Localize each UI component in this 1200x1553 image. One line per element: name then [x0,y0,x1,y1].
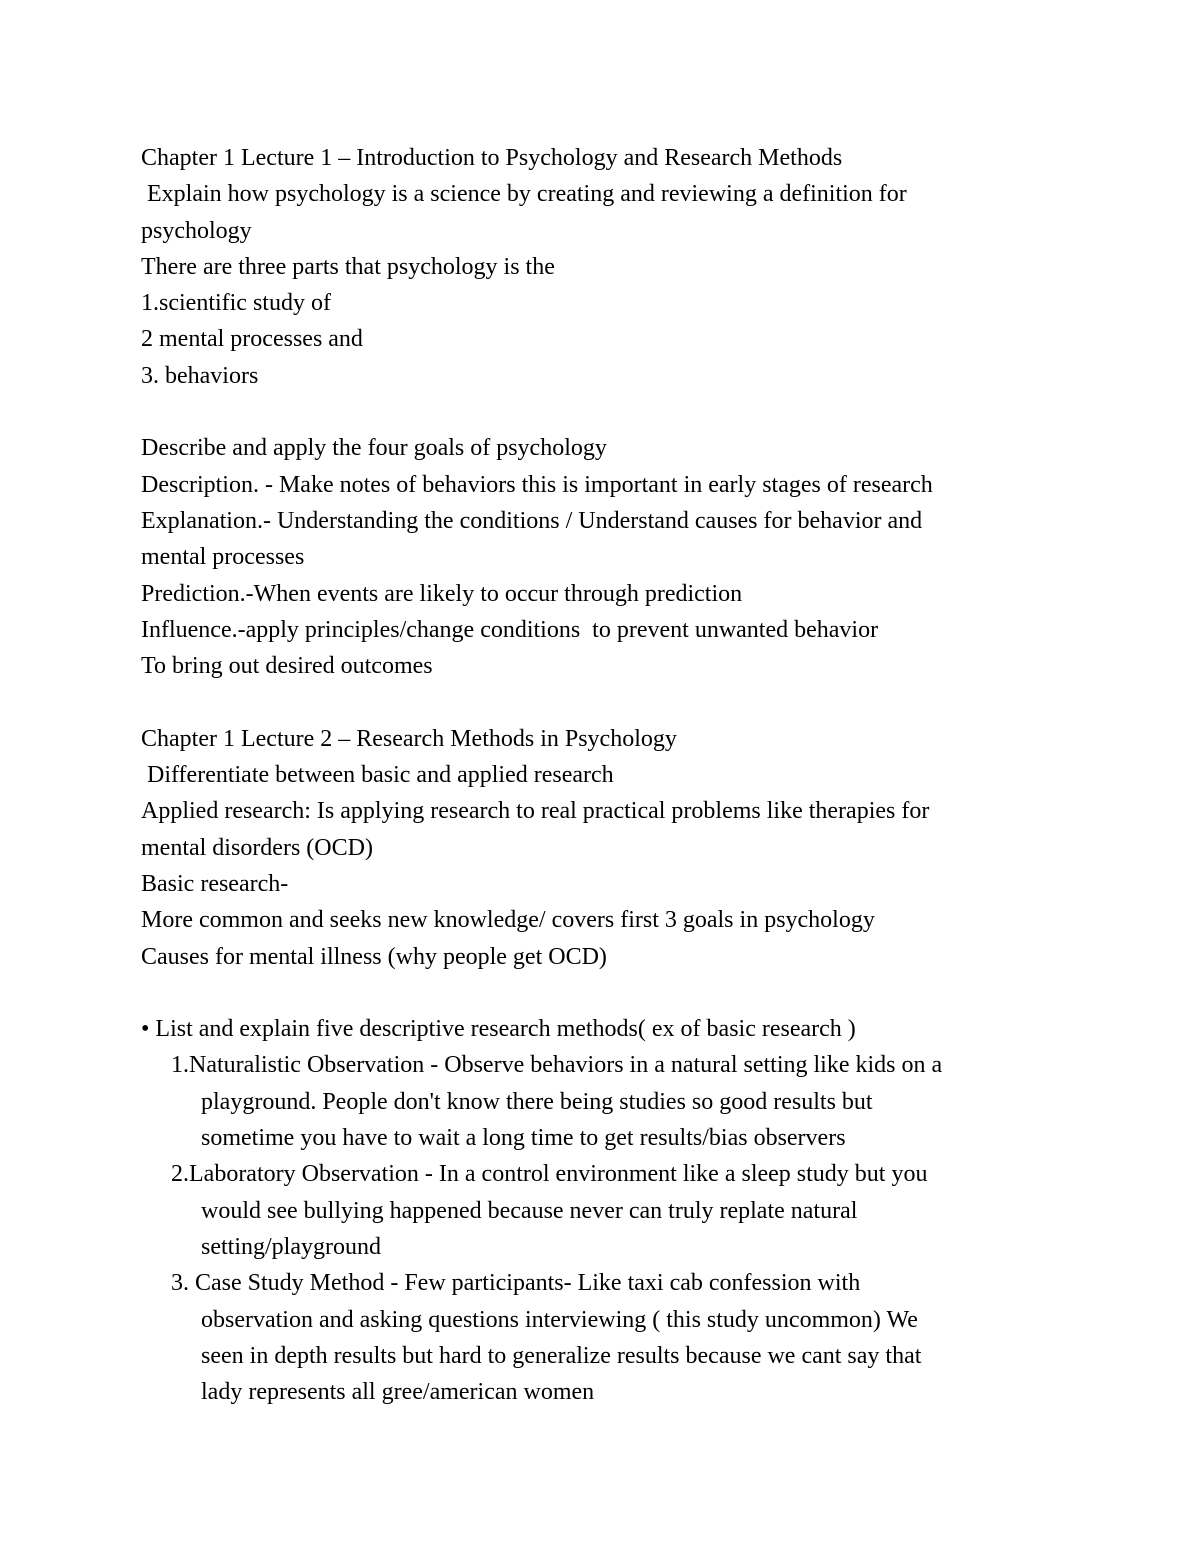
psychology-part-2: 2 mental processes and [141,326,363,353]
method-3-line-1: 3. Case Study Method - Few participants- Like taxi cab confession with [171,1270,861,1297]
method-1-line-3: sometime you have to wait a long time to get results/bias observers [201,1125,846,1152]
basic-research-detail: More common and seeks new knowledge/ covers first 3 goals in psychology [141,907,875,934]
method-1-line-2: playground. People don't know there being studies so good results but [201,1088,873,1115]
lecture-1-objective-cont: psychology [141,217,252,244]
basic-research-example: Causes for mental illness (why people get OCD) [141,943,607,970]
method-3-line-3: seen in depth results but hard to generalize results because we cant say that [201,1342,922,1369]
method-2-line-3: setting/playground [201,1233,381,1260]
method-case-study [141,1265,1071,1410]
goals-heading: Describe and apply the four goals of psychology [141,435,607,462]
lecture-1-objective: Explain how psychology is a science by creating and reviewing a definition for [141,181,907,208]
method-naturalistic-observation [141,1047,1071,1156]
paragraph-gap [141,975,1071,1011]
lecture-1-title: Chapter 1 Lecture 1 – Introduction to Psychology and Research Methods [141,145,843,171]
method-laboratory-observation [141,1156,1071,1265]
lecture-2-objective: Differentiate between basic and applied research [141,762,614,789]
psychology-part-1: 1.scientific study of [141,290,331,317]
goal-prediction: Prediction.-When events are likely to occur through prediction [141,580,743,607]
methods-bullet: • List and explain five descriptive research methods( ex of basic research ) [141,1016,856,1043]
goal-influence-cont: To bring out desired outcomes [141,653,433,680]
method-1-line-1: 1.Naturalistic Observation - Observe behaviors in a natural setting like kids on a [171,1052,943,1079]
method-3-line-2: observation and asking questions interviewing ( this study uncommon) We [201,1306,918,1333]
document-body [141,140,1071,1410]
goal-influence: Influence.-apply principles/change conditions to prevent unwanted behavior [141,616,879,643]
basic-research: Basic research- [141,870,289,897]
method-3-line-4: lady represents all gree/american women [201,1379,595,1406]
goal-description: Description. - Make notes of behaviors this is important in early stages of research [141,471,933,498]
paragraph-gap [141,394,1071,430]
applied-research: Applied research: Is applying research to real practical problems like therapies for [141,798,930,825]
goal-explanation-cont: mental processes [141,544,305,571]
psychology-parts-intro: There are three parts that psychology is the [141,253,555,280]
method-2-line-2: would see bullying happened because never can truly replate natural [201,1197,858,1224]
applied-research-cont: mental disorders (OCD) [141,834,373,861]
lecture-2-title: Chapter 1 Lecture 2 – Research Methods in Psychology [141,725,677,752]
goal-explanation: Explanation.- Understanding the conditions / Understand causes for behavior and [141,507,923,534]
paragraph-gap [141,684,1071,720]
psychology-part-3: 3. behaviors [141,362,259,389]
method-2-line-1: 2.Laboratory Observation - In a control environment like a sleep study but you [171,1161,928,1188]
